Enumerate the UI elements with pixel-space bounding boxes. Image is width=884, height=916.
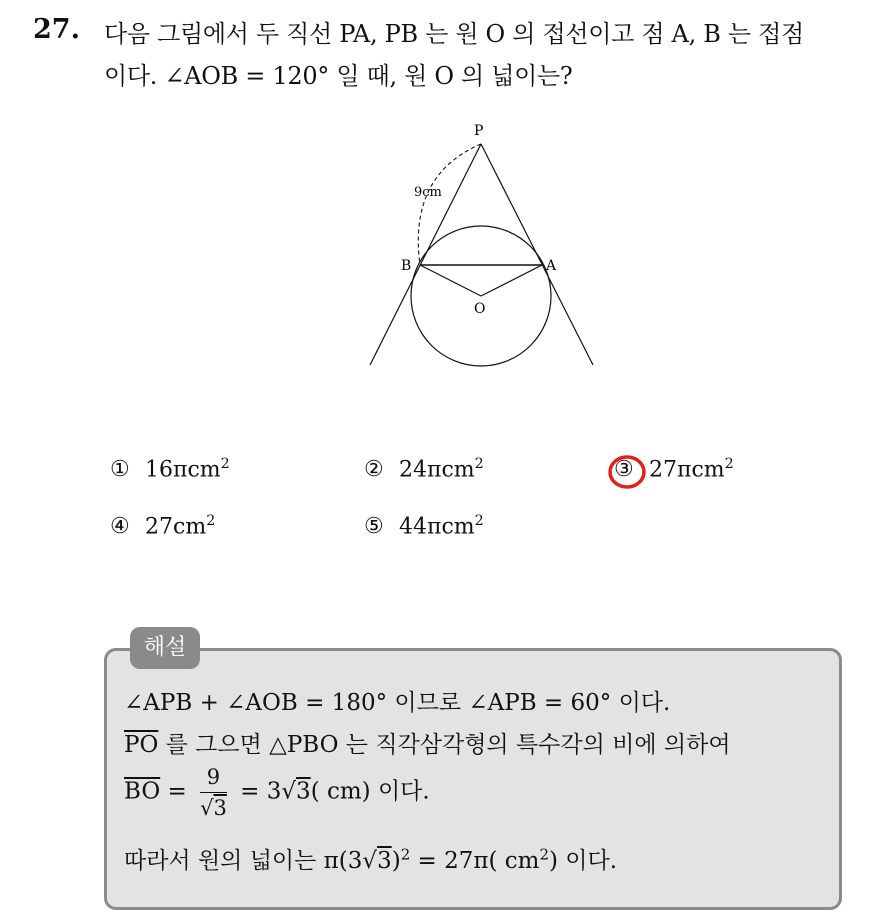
solution-line1: ∠APB + ∠AOB = 180° 이므로 ∠APB = 60° 이다. [124, 690, 671, 716]
choice-4-text: 27cm [145, 514, 207, 540]
solution-line4-d: ) 이다. [548, 848, 618, 874]
line4-exponent-1: 2 [400, 845, 411, 864]
solution-line4 [124, 842, 617, 875]
solution-line4-c: = 27π( cm [410, 848, 540, 874]
equals-sign: = [160, 778, 195, 805]
segment-bo: $\overline{BO}$ [124, 778, 161, 805]
solution-line2 [124, 726, 731, 759]
tangent-circle-figure [360, 115, 600, 375]
choice-5-mark: ⑤ [364, 514, 384, 540]
choice-5[interactable] [364, 513, 484, 539]
choice-2-mark: ② [364, 457, 384, 483]
result-radicand: 3 [296, 778, 311, 805]
line4-exponent-2: 2 [539, 845, 549, 864]
label-p: P [474, 123, 484, 139]
choice-1-mark: ① [110, 457, 130, 483]
fraction-numerator: 9 [200, 762, 227, 793]
segment-po: $\overline{PO}$ [124, 732, 159, 758]
solution-line3-tail: ( cm) 이다. [310, 778, 430, 805]
fraction [200, 762, 227, 823]
solution-line2-text: 를 그으면 △PBO 는 직각삼각형의 특수각의 비에 의하여 [158, 732, 731, 758]
answer-circle-mark [605, 451, 651, 493]
choice-5-exponent: 2 [474, 513, 484, 529]
choice-3-mark: ③ [614, 457, 634, 483]
choice-4[interactable] [110, 513, 215, 539]
radius-oa [481, 265, 542, 296]
choice-2-text: 24πcm [399, 457, 475, 483]
choice-5-text: 44πcm [399, 514, 475, 540]
label-a: A [546, 258, 557, 274]
label-b: B [401, 258, 412, 274]
solution-line4-b: ) [391, 848, 401, 874]
solution-line3 [124, 762, 430, 823]
choice-4-exponent: 2 [206, 513, 216, 529]
radicand: 3 [213, 796, 227, 820]
choice-3-text: 27πcm [649, 457, 725, 483]
fraction-denominator [200, 793, 227, 823]
choice-2[interactable] [364, 456, 484, 482]
solution-line4-a: 따라서 원의 넓이는 π(3√ [124, 848, 378, 874]
label-o: O [474, 301, 486, 317]
choice-1[interactable] [110, 456, 230, 482]
radius-ob [420, 265, 481, 296]
choice-1-exponent: 2 [220, 456, 230, 472]
solution-tag: 해설 [130, 627, 200, 669]
line4-radicand: 3 [377, 848, 392, 874]
tangent-line-pb [370, 144, 481, 365]
question-text-line1: 다음 그림에서 두 직선 PA, PB 는 원 O 의 접선이고 점 A, B 는 접점 [104, 20, 804, 48]
choice-4-mark: ④ [110, 514, 130, 540]
question-number: 27. [33, 14, 80, 45]
choice-3-exponent: 2 [724, 456, 734, 472]
choice-2-exponent: 2 [474, 456, 484, 472]
length-label: 9cm [414, 185, 442, 200]
question-text-line2: 이다. ∠AOB = 120° 일 때, 원 O 의 넓이는? [104, 62, 573, 90]
solution-line3-result: = 3√ [232, 778, 297, 805]
choice-1-text: 16πcm [145, 457, 221, 483]
root-sign: √ [200, 796, 214, 820]
